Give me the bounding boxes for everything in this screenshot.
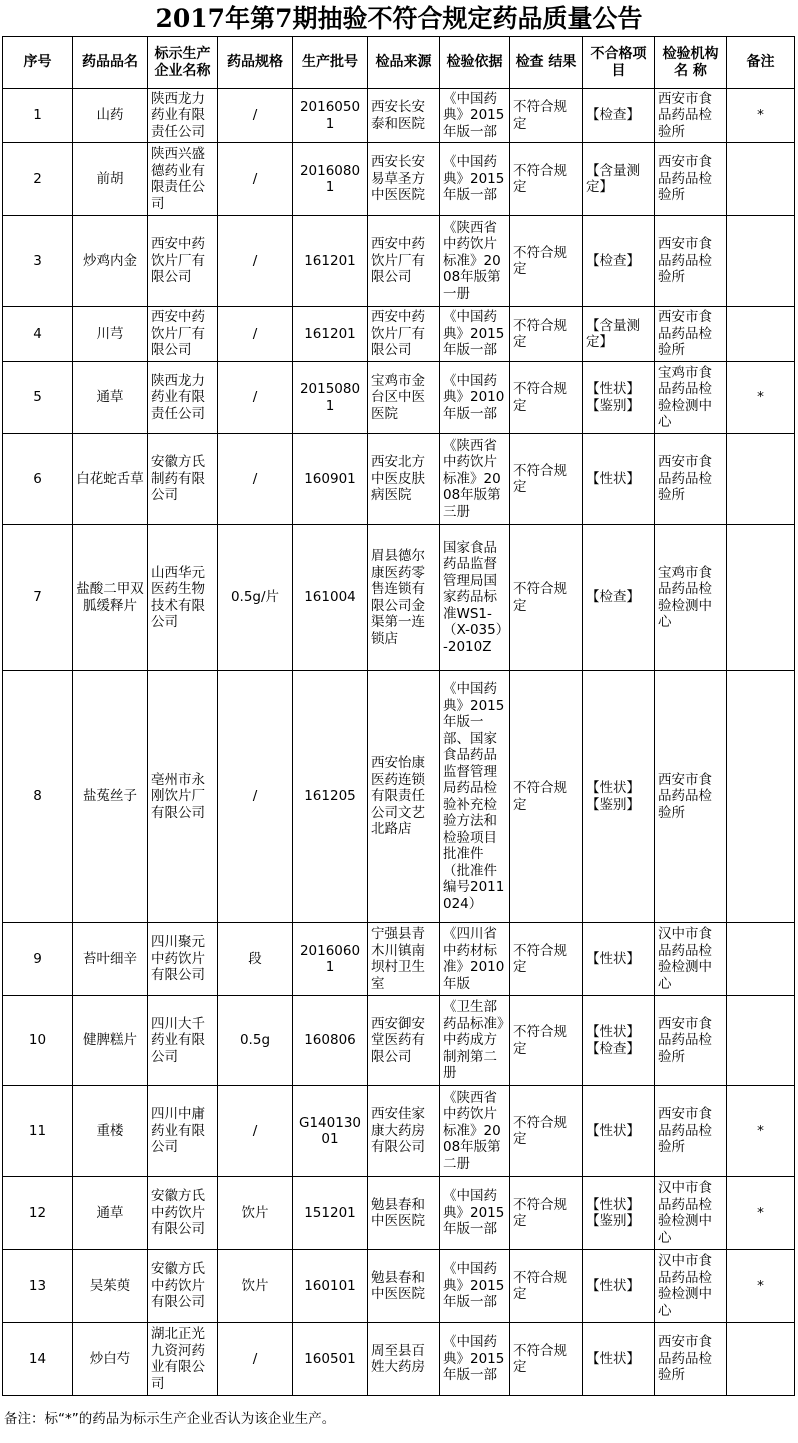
cell-item: 【性状】【鉴别】	[583, 1177, 655, 1250]
cell-remark: *	[727, 1086, 795, 1177]
cell-result: 不符合规定	[510, 671, 583, 923]
cell-maker: 四川聚元中药饮片有限公司	[148, 923, 218, 996]
cell-org: 西安市食品药品检验所	[655, 996, 727, 1086]
header-remark: 备注	[727, 37, 795, 89]
table-row	[3, 525, 795, 671]
cell-item: 【检查】	[583, 525, 655, 671]
cell-basis: 《中国药典》2015年版一部、国家食品药品监督管理局药品检验补充检验方法和检验项目批准件（批准件编号2011024）	[440, 671, 510, 923]
table-body	[3, 89, 795, 1396]
cell-maker: 安徽方氏中药饮片有限公司	[148, 1250, 218, 1323]
cell-result: 不符合规定	[510, 1086, 583, 1177]
cell-spec: /	[218, 216, 293, 307]
cell-basis: 国家食品药品监督管理局国家药品标准WS1-（X-035）-2010Z	[440, 525, 510, 671]
cell-source: 西安怡康医药连锁有限责任公司文艺北路店	[368, 671, 440, 923]
cell-name: 吴茱萸	[73, 1250, 148, 1323]
cell-maker: 亳州市永刚饮片厂有限公司	[148, 671, 218, 923]
cell-source: 西安北方中医皮肤病医院	[368, 434, 440, 525]
cell-result: 不符合规定	[510, 89, 583, 143]
table-row	[3, 89, 795, 143]
cell-spec: /	[218, 362, 293, 434]
table-row	[3, 216, 795, 307]
cell-name: 盐菟丝子	[73, 671, 148, 923]
cell-source: 西安中药饮片厂有限公司	[368, 216, 440, 307]
cell-org: 宝鸡市食品药品检验检测中心	[655, 525, 727, 671]
cell-source: 西安中药饮片厂有限公司	[368, 307, 440, 362]
cell-batch: 20160501	[293, 89, 368, 143]
cell-item: 【性状】	[583, 1250, 655, 1323]
cell-source: 西安长安泰和医院	[368, 89, 440, 143]
cell-source: 周至县百姓大药房	[368, 1323, 440, 1396]
cell-basis: 《中国药典》2015年版一部	[440, 1177, 510, 1250]
cell-batch: 20160801	[293, 143, 368, 216]
header-spec: 药品规格	[218, 37, 293, 89]
cell-name: 白花蛇舌草	[73, 434, 148, 525]
cell-basis: 《陕西省中药饮片标准》2008年版第三册	[440, 434, 510, 525]
cell-maker: 西安中药饮片厂有限公司	[148, 216, 218, 307]
cell-basis: 《卫生部药品标准》中药成方制剂第二册	[440, 996, 510, 1086]
cell-source: 勉县春和中医医院	[368, 1250, 440, 1323]
cell-name: 炒白芍	[73, 1323, 148, 1396]
cell-result: 不符合规定	[510, 1323, 583, 1396]
cell-name: 山药	[73, 89, 148, 143]
cell-remark: *	[727, 89, 795, 143]
header-seq: 序号	[3, 37, 73, 89]
cell-item: 【检查】	[583, 216, 655, 307]
cell-spec: /	[218, 143, 293, 216]
announcement-table	[2, 36, 795, 1396]
cell-seq: 10	[3, 996, 73, 1086]
header-basis: 检验依据	[440, 37, 510, 89]
table-row	[3, 923, 795, 996]
table-row	[3, 434, 795, 525]
cell-item: 【检查】	[583, 89, 655, 143]
cell-org: 西安市食品药品检验所	[655, 307, 727, 362]
cell-source: 眉县德尔康医药零售连锁有限公司金渠第一连锁店	[368, 525, 440, 671]
cell-spec: /	[218, 671, 293, 923]
table-row	[3, 1177, 795, 1250]
cell-name: 炒鸡内金	[73, 216, 148, 307]
cell-seq: 11	[3, 1086, 73, 1177]
cell-org: 西安市食品药品检验所	[655, 1086, 727, 1177]
page-title: 2017年第7期抽验不符合规定药品质量公告	[155, 4, 643, 33]
table-row	[3, 671, 795, 923]
cell-basis: 《陕西省中药饮片标准》2008年版第二册	[440, 1086, 510, 1177]
cell-org: 汉中市食品药品检验检测中心	[655, 1250, 727, 1323]
cell-maker: 湖北正光九资河药业有限公司	[148, 1323, 218, 1396]
cell-remark	[727, 143, 795, 216]
table-row	[3, 1250, 795, 1323]
cell-maker: 陕西龙力药业有限责任公司	[148, 362, 218, 434]
cell-maker: 陕西龙力药业有限责任公司	[148, 89, 218, 143]
cell-basis: 《中国药典》2015年版一部	[440, 89, 510, 143]
cell-spec: /	[218, 434, 293, 525]
cell-batch: 20160601	[293, 923, 368, 996]
cell-result: 不符合规定	[510, 362, 583, 434]
cell-remark: *	[727, 362, 795, 434]
cell-item: 【含量测定】	[583, 307, 655, 362]
cell-batch: 20150801	[293, 362, 368, 434]
cell-remark: *	[727, 1177, 795, 1250]
cell-seq: 3	[3, 216, 73, 307]
cell-batch: 161201	[293, 216, 368, 307]
cell-batch: 160901	[293, 434, 368, 525]
cell-remark	[727, 434, 795, 525]
cell-remark	[727, 307, 795, 362]
cell-seq: 4	[3, 307, 73, 362]
cell-basis: 《中国药典》2015年版一部	[440, 307, 510, 362]
cell-spec: 段	[218, 923, 293, 996]
header-org: 检验机构名 称	[655, 37, 727, 89]
cell-spec: 0.5g	[218, 996, 293, 1086]
cell-seq: 14	[3, 1323, 73, 1396]
cell-name: 盐酸二甲双胍缓释片	[73, 525, 148, 671]
cell-remark: *	[727, 1250, 795, 1323]
cell-result: 不符合规定	[510, 1250, 583, 1323]
cell-seq: 5	[3, 362, 73, 434]
cell-seq: 1	[3, 89, 73, 143]
cell-remark	[727, 216, 795, 307]
table-row	[3, 1086, 795, 1177]
table-row	[3, 143, 795, 216]
cell-name: 重楼	[73, 1086, 148, 1177]
cell-seq: 9	[3, 923, 73, 996]
header-result: 检查 结果	[510, 37, 583, 89]
cell-name: 通草	[73, 1177, 148, 1250]
cell-source: 西安御安堂医药有限公司	[368, 996, 440, 1086]
header-source: 检品来源	[368, 37, 440, 89]
cell-name: 通草	[73, 362, 148, 434]
cell-item: 【性状】【鉴别】	[583, 362, 655, 434]
cell-remark	[727, 1323, 795, 1396]
footnote: 备注：标“*”的药品为标示生产企业否认为该企业生产。	[4, 1411, 336, 1427]
header-item: 不合格项目	[583, 37, 655, 89]
cell-org: 汉中市食品药品检验检测中心	[655, 1177, 727, 1250]
cell-maker: 陕西兴盛德药业有限责任公司	[148, 143, 218, 216]
cell-name: 川芎	[73, 307, 148, 362]
cell-basis: 《四川省中药材标准》2010年版	[440, 923, 510, 996]
cell-maker: 安徽方氏制药有限公司	[148, 434, 218, 525]
table-row	[3, 1323, 795, 1396]
cell-item: 【性状】【鉴别】	[583, 671, 655, 923]
cell-result: 不符合规定	[510, 923, 583, 996]
cell-source: 西安佳家康大药房有限公司	[368, 1086, 440, 1177]
cell-source: 西安长安易草圣方中医医院	[368, 143, 440, 216]
cell-result: 不符合规定	[510, 216, 583, 307]
cell-batch: 160501	[293, 1323, 368, 1396]
cell-name: 健脾糕片	[73, 996, 148, 1086]
cell-maker: 安徽方氏中药饮片有限公司	[148, 1177, 218, 1250]
cell-remark	[727, 671, 795, 923]
cell-seq: 7	[3, 525, 73, 671]
cell-basis: 《陕西省中药饮片标准》2008年版第一册	[440, 216, 510, 307]
cell-item: 【性状】	[583, 434, 655, 525]
cell-batch: 151201	[293, 1177, 368, 1250]
header-row	[3, 37, 795, 89]
cell-seq: 8	[3, 671, 73, 923]
cell-source: 宁强县青木川镇南坝村卫生室	[368, 923, 440, 996]
cell-org: 西安市食品药品检验所	[655, 216, 727, 307]
table-row	[3, 307, 795, 362]
cell-batch: 160101	[293, 1250, 368, 1323]
cell-name: 前胡	[73, 143, 148, 216]
cell-spec: 饮片	[218, 1177, 293, 1250]
cell-org: 西安市食品药品检验所	[655, 89, 727, 143]
cell-org: 西安市食品药品检验所	[655, 434, 727, 525]
cell-spec: 饮片	[218, 1250, 293, 1323]
cell-seq: 12	[3, 1177, 73, 1250]
cell-org: 西安市食品药品检验所	[655, 1323, 727, 1396]
cell-remark	[727, 996, 795, 1086]
cell-item: 【性状】	[583, 1086, 655, 1177]
cell-item: 【性状】【检查】	[583, 996, 655, 1086]
cell-seq: 6	[3, 434, 73, 525]
cell-item: 【含量测定】	[583, 143, 655, 216]
cell-remark	[727, 525, 795, 671]
cell-seq: 13	[3, 1250, 73, 1323]
cell-spec: 0.5g/片	[218, 525, 293, 671]
cell-result: 不符合规定	[510, 307, 583, 362]
cell-source: 宝鸡市金台区中医医院	[368, 362, 440, 434]
cell-org: 汉中市食品药品检验检测中心	[655, 923, 727, 996]
cell-spec: /	[218, 1323, 293, 1396]
cell-maker: 四川中庸药业有限公司	[148, 1086, 218, 1177]
cell-basis: 《中国药典》2015年版一部	[440, 143, 510, 216]
cell-result: 不符合规定	[510, 434, 583, 525]
table-row	[3, 362, 795, 434]
cell-item: 【性状】	[583, 1323, 655, 1396]
cell-maker: 四川大千药业有限公司	[148, 996, 218, 1086]
table-row	[3, 996, 795, 1086]
cell-batch: 161205	[293, 671, 368, 923]
cell-maker: 西安中药饮片厂有限公司	[148, 307, 218, 362]
header-name: 药品品名	[73, 37, 148, 89]
cell-spec: /	[218, 1086, 293, 1177]
cell-spec: /	[218, 307, 293, 362]
cell-batch: 161201	[293, 307, 368, 362]
cell-result: 不符合规定	[510, 1177, 583, 1250]
cell-item: 【性状】	[583, 923, 655, 996]
cell-org: 西安市食品药品检验所	[655, 143, 727, 216]
cell-batch: G14013001	[293, 1086, 368, 1177]
cell-org: 西安市食品药品检验所	[655, 671, 727, 923]
cell-name: 苔叶细辛	[73, 923, 148, 996]
header-batch: 生产批号	[293, 37, 368, 89]
cell-result: 不符合规定	[510, 525, 583, 671]
cell-spec: /	[218, 89, 293, 143]
cell-remark	[727, 923, 795, 996]
cell-basis: 《中国药典》2010年版一部	[440, 362, 510, 434]
header-maker: 标示生产企业名称	[148, 37, 218, 89]
cell-batch: 161004	[293, 525, 368, 671]
cell-source: 勉县春和中医医院	[368, 1177, 440, 1250]
cell-basis: 《中国药典》2015年版一部	[440, 1323, 510, 1396]
cell-maker: 山西华元医药生物技术有限公司	[148, 525, 218, 671]
cell-result: 不符合规定	[510, 143, 583, 216]
cell-result: 不符合规定	[510, 996, 583, 1086]
cell-basis: 《中国药典》2015年版一部	[440, 1250, 510, 1323]
cell-batch: 160806	[293, 996, 368, 1086]
cell-seq: 2	[3, 143, 73, 216]
cell-org: 宝鸡市食品药品检验检测中心	[655, 362, 727, 434]
